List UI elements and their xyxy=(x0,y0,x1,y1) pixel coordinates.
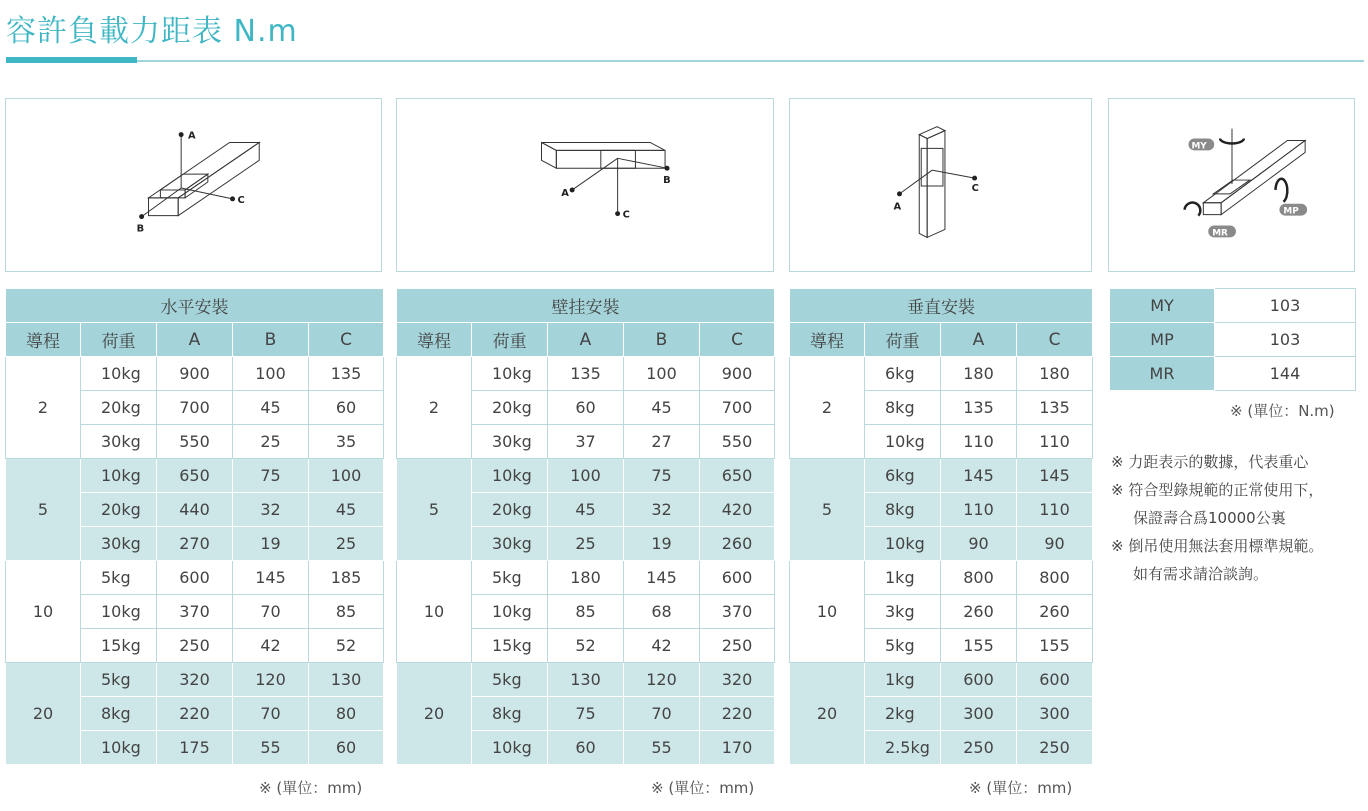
horizontal-mount-table xyxy=(5,288,384,765)
load-cell: 30kg xyxy=(81,425,157,459)
value-cell: 70 xyxy=(624,697,700,731)
value-cell: 250 xyxy=(157,629,233,663)
value-cell: 100 xyxy=(233,357,309,391)
value-cell: 135 xyxy=(309,357,384,391)
value-cell: 19 xyxy=(233,527,309,561)
load-cell: 30kg xyxy=(472,527,548,561)
value-cell: 650 xyxy=(157,459,233,493)
moment-label: MP xyxy=(1110,323,1215,357)
diagram-label-b: B xyxy=(663,175,671,187)
table-row xyxy=(6,459,384,493)
value-cell: 800 xyxy=(1017,561,1093,595)
load-cell: 30kg xyxy=(472,425,548,459)
value-cell: 110 xyxy=(1017,493,1093,527)
value-cell: 370 xyxy=(700,595,775,629)
column-header: B xyxy=(624,323,700,357)
value-cell: 175 xyxy=(157,731,233,765)
diagram-label-a: A xyxy=(561,187,569,199)
value-cell: 250 xyxy=(700,629,775,663)
lead-cell: 5 xyxy=(397,459,472,561)
lead-cell: 5 xyxy=(790,459,865,561)
lead-cell: 2 xyxy=(397,357,472,459)
load-cell: 8kg xyxy=(472,697,548,731)
table-row xyxy=(6,663,384,697)
value-cell: 60 xyxy=(548,391,624,425)
moment-label: MR xyxy=(1110,357,1215,391)
column-header: 荷重 xyxy=(865,323,941,357)
value-cell: 42 xyxy=(233,629,309,663)
value-cell: 600 xyxy=(700,561,775,595)
table-header-row xyxy=(790,323,1093,357)
load-cell: 1kg xyxy=(865,663,941,697)
value-cell: 130 xyxy=(309,663,384,697)
value-cell: 37 xyxy=(548,425,624,459)
value-cell: 45 xyxy=(309,493,384,527)
column-header: C xyxy=(1017,323,1093,357)
value-cell: 185 xyxy=(309,561,384,595)
table-row xyxy=(397,663,775,697)
load-cell: 10kg xyxy=(81,357,157,391)
title-underline xyxy=(6,60,1364,62)
load-cell: 5kg xyxy=(81,663,157,697)
lead-cell: 20 xyxy=(6,663,81,765)
moment-table xyxy=(1109,288,1356,391)
load-cell: 5kg xyxy=(472,663,548,697)
load-cell: 10kg xyxy=(472,459,548,493)
value-cell: 145 xyxy=(233,561,309,595)
lead-cell: 10 xyxy=(397,561,472,663)
unit-note-moment: ※ (單位：N.m) xyxy=(1230,402,1335,420)
value-cell: 25 xyxy=(548,527,624,561)
value-cell: 45 xyxy=(548,493,624,527)
value-cell: 440 xyxy=(157,493,233,527)
value-cell: 180 xyxy=(1017,357,1093,391)
table-caption: 水平安裝 xyxy=(6,289,384,323)
load-cell: 10kg xyxy=(472,595,548,629)
value-cell: 130 xyxy=(548,663,624,697)
value-cell: 52 xyxy=(309,629,384,663)
load-cell: 6kg xyxy=(865,357,941,391)
value-cell: 25 xyxy=(233,425,309,459)
table-row xyxy=(397,357,775,391)
table-row xyxy=(790,561,1093,595)
unit-note-wall: ※ (單位：mm) xyxy=(651,779,755,797)
vertical-mount-diagram xyxy=(789,98,1092,272)
value-cell: 45 xyxy=(233,391,309,425)
value-cell: 85 xyxy=(548,595,624,629)
table-row xyxy=(397,561,775,595)
value-cell: 135 xyxy=(1017,391,1093,425)
load-cell: 20kg xyxy=(81,391,157,425)
note-2-continued: 保證壽合爲10000公裏 xyxy=(1133,509,1286,527)
moment-row-mr xyxy=(1110,357,1356,391)
value-cell: 320 xyxy=(157,663,233,697)
value-cell: 27 xyxy=(624,425,700,459)
value-cell: 900 xyxy=(700,357,775,391)
lead-cell: 2 xyxy=(6,357,81,459)
table-row xyxy=(790,459,1093,493)
table-caption: 壁挂安裝 xyxy=(397,289,775,323)
column-header: C xyxy=(700,323,775,357)
value-cell: 260 xyxy=(700,527,775,561)
load-cell: 30kg xyxy=(81,527,157,561)
lead-cell: 10 xyxy=(6,561,81,663)
value-cell: 135 xyxy=(941,391,1017,425)
value-cell: 260 xyxy=(941,595,1017,629)
load-cell: 10kg xyxy=(472,357,548,391)
load-cell: 1kg xyxy=(865,561,941,595)
note-1: ※ 力距表示的數據，代表重心 xyxy=(1111,453,1309,471)
value-cell: 25 xyxy=(309,527,384,561)
value-cell: 60 xyxy=(309,731,384,765)
value-cell: 250 xyxy=(941,731,1017,765)
load-cell: 10kg xyxy=(81,459,157,493)
moment-value: 103 xyxy=(1215,323,1356,357)
column-header: C xyxy=(309,323,384,357)
value-cell: 370 xyxy=(157,595,233,629)
value-cell: 600 xyxy=(1017,663,1093,697)
horizontal-mount-diagram xyxy=(5,98,382,272)
page-title: 容許負載力距表 N.m xyxy=(6,14,298,49)
table-row xyxy=(790,663,1093,697)
diagram-label-a: A xyxy=(893,201,902,213)
value-cell: 35 xyxy=(309,425,384,459)
value-cell: 85 xyxy=(309,595,384,629)
value-cell: 52 xyxy=(548,629,624,663)
value-cell: 68 xyxy=(624,595,700,629)
value-cell: 800 xyxy=(941,561,1017,595)
value-cell: 55 xyxy=(233,731,309,765)
value-cell: 145 xyxy=(1017,459,1093,493)
value-cell: 155 xyxy=(1017,629,1093,663)
value-cell: 650 xyxy=(700,459,775,493)
value-cell: 155 xyxy=(941,629,1017,663)
value-cell: 55 xyxy=(624,731,700,765)
load-cell: 10kg xyxy=(81,731,157,765)
moment-label: MY xyxy=(1110,289,1215,323)
value-cell: 100 xyxy=(624,357,700,391)
value-cell: 120 xyxy=(624,663,700,697)
column-header: 荷重 xyxy=(81,323,157,357)
lead-cell: 20 xyxy=(397,663,472,765)
value-cell: 900 xyxy=(157,357,233,391)
table-caption-row xyxy=(397,289,775,323)
load-cell: 8kg xyxy=(81,697,157,731)
value-cell: 120 xyxy=(233,663,309,697)
value-cell: 550 xyxy=(700,425,775,459)
value-cell: 75 xyxy=(624,459,700,493)
title-underline-accent xyxy=(6,57,137,63)
value-cell: 70 xyxy=(233,697,309,731)
load-cell: 20kg xyxy=(81,493,157,527)
value-cell: 60 xyxy=(309,391,384,425)
value-cell: 90 xyxy=(1017,527,1093,561)
diagram-label-c: C xyxy=(622,209,630,221)
load-cell: 2.5kg xyxy=(865,731,941,765)
load-cell: 20kg xyxy=(472,391,548,425)
notes xyxy=(1111,448,1366,588)
wall-mount-diagram xyxy=(396,98,774,272)
table-caption-row xyxy=(790,289,1093,323)
load-cell: 10kg xyxy=(81,595,157,629)
value-cell: 170 xyxy=(700,731,775,765)
load-cell: 10kg xyxy=(865,527,941,561)
column-header: 導程 xyxy=(397,323,472,357)
column-header: 導程 xyxy=(790,323,865,357)
table-row xyxy=(6,357,384,391)
value-cell: 250 xyxy=(1017,731,1093,765)
column-header: 導程 xyxy=(6,323,81,357)
value-cell: 110 xyxy=(941,425,1017,459)
load-cell: 3kg xyxy=(865,595,941,629)
moment-value: 144 xyxy=(1215,357,1356,391)
diagram-label-c: C xyxy=(237,194,245,206)
value-cell: 45 xyxy=(624,391,700,425)
diagram-label-mr: MR xyxy=(1212,228,1228,239)
lead-cell: 10 xyxy=(790,561,865,663)
moment-row-my xyxy=(1110,289,1356,323)
value-cell: 145 xyxy=(941,459,1017,493)
column-header: 荷重 xyxy=(472,323,548,357)
load-cell: 2kg xyxy=(865,697,941,731)
value-cell: 600 xyxy=(941,663,1017,697)
note-2: ※ 符合型錄規範的正常使用下， xyxy=(1111,481,1324,499)
column-header: A xyxy=(548,323,624,357)
column-header: A xyxy=(941,323,1017,357)
load-cell: 20kg xyxy=(472,493,548,527)
load-cell: 5kg xyxy=(472,561,548,595)
value-cell: 75 xyxy=(548,697,624,731)
value-cell: 110 xyxy=(1017,425,1093,459)
table-row xyxy=(790,357,1093,391)
diagram-label-c: C xyxy=(971,182,979,194)
load-cell: 5kg xyxy=(865,629,941,663)
value-cell: 600 xyxy=(157,561,233,595)
value-cell: 700 xyxy=(700,391,775,425)
value-cell: 42 xyxy=(624,629,700,663)
value-cell: 90 xyxy=(941,527,1017,561)
value-cell: 700 xyxy=(157,391,233,425)
table-caption-row xyxy=(6,289,384,323)
value-cell: 220 xyxy=(700,697,775,731)
value-cell: 80 xyxy=(309,697,384,731)
moment-diagram xyxy=(1108,98,1355,272)
value-cell: 550 xyxy=(157,425,233,459)
note-3-continued: 如有需求請洽談詢。 xyxy=(1133,565,1269,583)
value-cell: 70 xyxy=(233,595,309,629)
unit-note-horizontal: ※ (單位：mm) xyxy=(259,779,363,797)
diagram-label-a: A xyxy=(188,130,196,142)
value-cell: 145 xyxy=(624,561,700,595)
value-cell: 32 xyxy=(624,493,700,527)
value-cell: 300 xyxy=(941,697,1017,731)
lead-cell: 20 xyxy=(790,663,865,765)
value-cell: 100 xyxy=(548,459,624,493)
table-header-row xyxy=(6,323,384,357)
diagram-label-mp: MP xyxy=(1283,206,1299,217)
diagram-label-my: MY xyxy=(1191,141,1207,152)
table-header-row xyxy=(397,323,775,357)
value-cell: 180 xyxy=(548,561,624,595)
value-cell: 100 xyxy=(309,459,384,493)
diagram-label-b: B xyxy=(136,223,145,235)
load-cell: 15kg xyxy=(472,629,548,663)
table-row xyxy=(6,561,384,595)
value-cell: 75 xyxy=(233,459,309,493)
value-cell: 180 xyxy=(941,357,1017,391)
vertical-mount-table xyxy=(789,288,1093,765)
value-cell: 420 xyxy=(700,493,775,527)
wall-mount-table xyxy=(396,288,775,765)
value-cell: 270 xyxy=(157,527,233,561)
load-cell: 5kg xyxy=(81,561,157,595)
column-header: B xyxy=(233,323,309,357)
note-3: ※ 倒吊使用無法套用標準規範。 xyxy=(1111,537,1324,555)
value-cell: 320 xyxy=(700,663,775,697)
value-cell: 110 xyxy=(941,493,1017,527)
column-header: A xyxy=(157,323,233,357)
value-cell: 260 xyxy=(1017,595,1093,629)
moment-value: 103 xyxy=(1215,289,1356,323)
load-cell: 8kg xyxy=(865,391,941,425)
value-cell: 300 xyxy=(1017,697,1093,731)
load-cell: 15kg xyxy=(81,629,157,663)
value-cell: 60 xyxy=(548,731,624,765)
load-cell: 10kg xyxy=(472,731,548,765)
unit-note-vertical: ※ (單位：mm) xyxy=(969,779,1073,797)
load-cell: 8kg xyxy=(865,493,941,527)
load-cell: 10kg xyxy=(865,425,941,459)
table-row xyxy=(397,459,775,493)
value-cell: 220 xyxy=(157,697,233,731)
lead-cell: 2 xyxy=(790,357,865,459)
value-cell: 32 xyxy=(233,493,309,527)
value-cell: 19 xyxy=(624,527,700,561)
table-caption: 垂直安裝 xyxy=(790,289,1093,323)
moment-row-mp xyxy=(1110,323,1356,357)
lead-cell: 5 xyxy=(6,459,81,561)
value-cell: 135 xyxy=(548,357,624,391)
load-cell: 6kg xyxy=(865,459,941,493)
